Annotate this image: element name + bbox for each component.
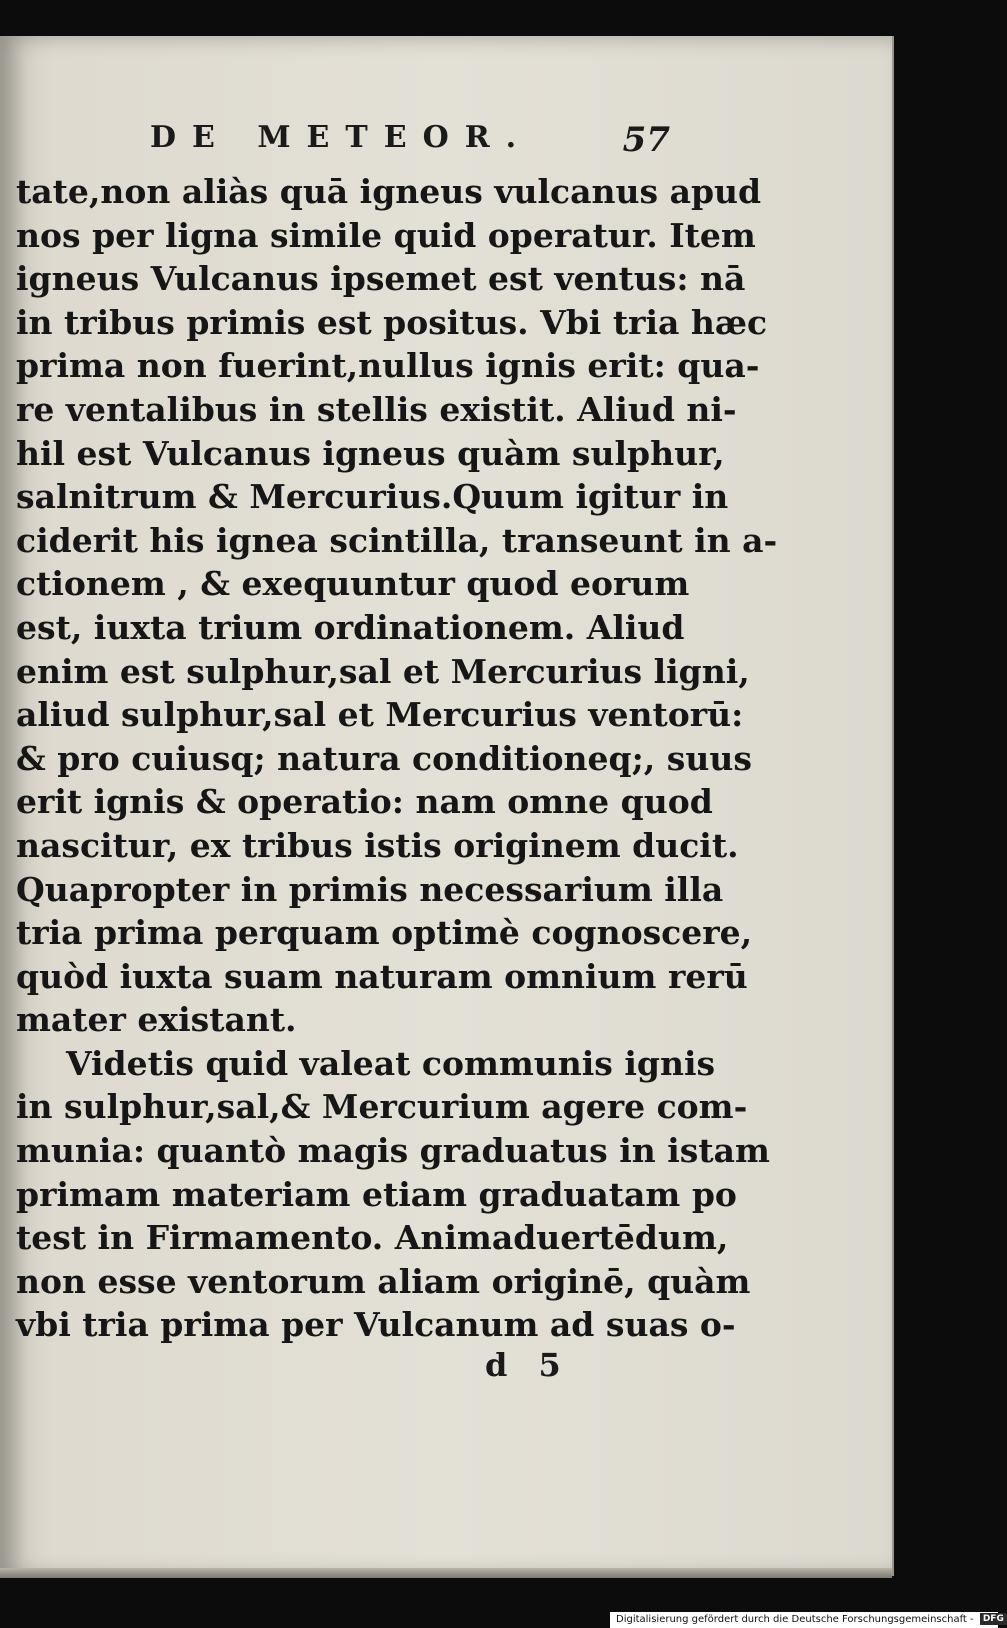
credit-text: Digitalisierung gefördert durch die Deutsche Forschungsgemeinschaft -: [616, 1614, 974, 1625]
text-line: test in Firmamento. Animaduertēdum,: [16, 1218, 729, 1258]
page-edge: [0, 1568, 892, 1578]
dfg-logo: DFG: [980, 1613, 1007, 1625]
text-line: in tribus primis est positus. Vbi tria hæc: [16, 302, 768, 342]
text-line: est, iuxta trium ordinationem. Aliud: [16, 607, 685, 647]
text-line: nascitur, ex tribus istis originem ducit.: [16, 825, 739, 865]
page-number: 57: [622, 120, 670, 160]
digitization-credit: [610, 1612, 1004, 1628]
text-line: in sulphur,sal,& Mercurium agere com-: [16, 1087, 748, 1127]
text-line: munia: quantò magis graduatus in istam: [16, 1131, 770, 1171]
text-line: tria prima perquam optimè cognoscere,: [16, 913, 753, 953]
text-line: vbi tria prima per Vulcanum ad suas o-: [16, 1305, 736, 1345]
text-line: & pro cuiusq; natura conditioneq;, suus: [16, 738, 752, 778]
text-line: primam materiam etiam graduatam po: [16, 1174, 737, 1214]
text-line: re ventalibus in stellis existit. Aliud ni-: [16, 389, 737, 429]
text-line: hil est Vulcanus igneus quàm sulphur,: [16, 433, 725, 473]
body-text: [16, 170, 778, 1347]
text-line: erit ignis & operatio: nam omne quod: [16, 782, 713, 822]
text-line: quòd iuxta suam naturam omnium rerū: [16, 956, 748, 996]
text-line: mater existant.: [16, 1000, 297, 1040]
text-line: Videtis quid valeat communis ignis: [66, 1043, 716, 1083]
signature-mark: d 5: [485, 1346, 561, 1384]
text-line: enim est sulphur,sal et Mercurius ligni,: [16, 651, 750, 691]
page-header: [150, 120, 670, 162]
text-line: ciderit his ignea scintilla, transeunt in a-: [16, 520, 778, 560]
text-line: salnitrum & Mercurius.Quum igitur in: [16, 477, 729, 517]
text-line: nos per ligna simile quid operatur. Item: [16, 215, 756, 255]
text-line: aliud sulphur,sal et Mercurius ventorū:: [16, 695, 744, 735]
text-line: Quapropter in primis necessarium illa: [16, 869, 724, 909]
text-line: ctionem , & exequuntur quod eorum: [16, 564, 690, 604]
text-line: tate,non aliàs quā igneus vulcanus apud: [16, 172, 762, 211]
running-title: DE METEOR.: [150, 120, 533, 155]
text-line: non esse ventorum aliam originē, quàm: [16, 1261, 751, 1301]
text-line: prima non fuerint,nullus ignis erit: qua-: [16, 346, 760, 386]
text-line: igneus Vulcanus ipsemet est ventus: nā: [16, 259, 746, 299]
